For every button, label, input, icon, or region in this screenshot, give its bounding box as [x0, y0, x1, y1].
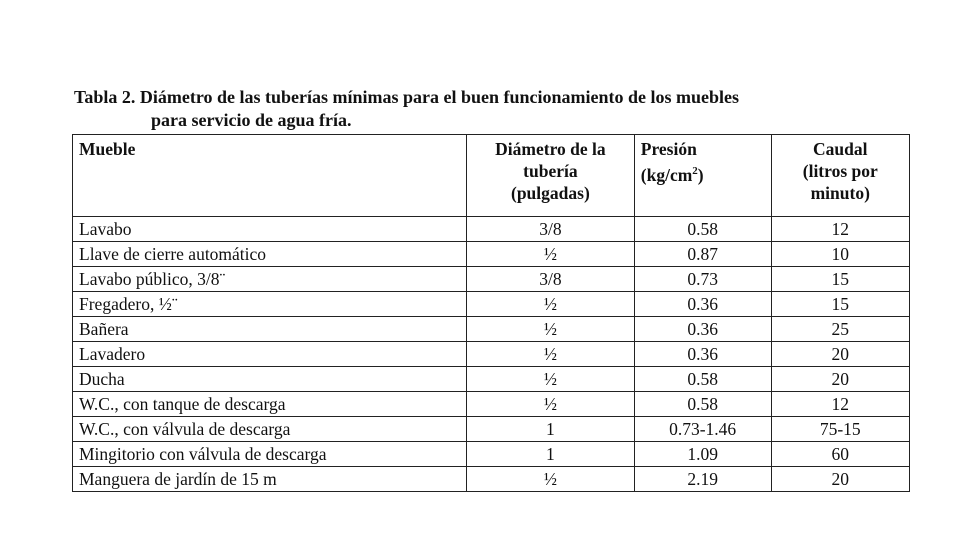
cell-caudal: 75-15: [771, 417, 909, 442]
cell-mueble: Fregadero, ½¨: [73, 292, 467, 317]
table-row: [73, 267, 910, 292]
cell-presion: 1.09: [634, 442, 771, 467]
cell-diametro: ½: [467, 242, 635, 267]
header-presion-close: ): [697, 164, 704, 185]
cell-diametro: ½: [467, 367, 635, 392]
cell-presion: 0.58: [634, 217, 771, 242]
cell-caudal: 10: [771, 242, 909, 267]
cell-caudal: 15: [771, 267, 909, 292]
header-presion-exponent: 2: [692, 165, 698, 177]
cell-caudal: 12: [771, 392, 909, 417]
header-caudal-line-3: minuto): [810, 183, 870, 203]
header-presion-line-1: Presión: [640, 139, 697, 159]
cell-presion: 0.58: [634, 367, 771, 392]
header-mueble: Mueble: [73, 135, 467, 217]
cell-caudal: 12: [771, 217, 909, 242]
table-row: [73, 317, 910, 342]
caption-line-2: para servicio de agua fría.: [151, 110, 352, 130]
table-body: [73, 217, 910, 492]
table-row: [73, 467, 910, 492]
cell-caudal: 60: [771, 442, 909, 467]
cell-diametro: ½: [467, 342, 635, 367]
cell-caudal: 15: [771, 292, 909, 317]
table-row: [73, 242, 910, 267]
table-row: [73, 342, 910, 367]
cell-mueble: Bañera: [73, 317, 467, 342]
header-diametro-line-2: tubería: [523, 161, 578, 181]
cell-diametro: 3/8: [467, 217, 635, 242]
header-presion-unit: (kg/cm: [640, 164, 693, 185]
table-row: [73, 392, 910, 417]
cell-presion: 0.36: [634, 342, 771, 367]
cell-presion: 0.36: [634, 317, 771, 342]
cell-diametro: ½: [467, 317, 635, 342]
cell-mueble: Lavabo público, 3/8¨: [73, 267, 467, 292]
cell-presion: 0.73: [634, 267, 771, 292]
cell-mueble: W.C., con válvula de descarga: [73, 417, 467, 442]
header-presion: [634, 135, 771, 217]
cell-diametro: 1: [467, 417, 635, 442]
table-row: [73, 442, 910, 467]
table-row: [73, 367, 910, 392]
table-row: [73, 417, 910, 442]
cell-presion: 2.19: [634, 467, 771, 492]
cell-mueble: Lavabo: [73, 217, 467, 242]
cell-diametro: ½: [467, 392, 635, 417]
cell-mueble: W.C., con tanque de descarga: [73, 392, 467, 417]
header-presion-line-2: [641, 160, 765, 186]
cell-diametro: 1: [467, 442, 635, 467]
header-diametro-line-1: Diámetro de la: [495, 139, 606, 159]
cell-mueble: Ducha: [73, 367, 467, 392]
table-row: [73, 217, 910, 242]
table-header-row: [73, 135, 910, 217]
cell-mueble: Manguera de jardín de 15 m: [73, 467, 467, 492]
cell-caudal: 20: [771, 342, 909, 367]
header-diametro-line-3: (pulgadas): [511, 183, 590, 203]
cell-caudal: 20: [771, 367, 909, 392]
caption-line-1: Tabla 2. Diámetro de las tuberías mínimas para el buen funcionamiento de los muebles: [74, 87, 740, 107]
header-caudal-line-2: (litros por: [802, 161, 878, 181]
cell-mueble: Mingitorio con válvula de descarga: [73, 442, 467, 467]
cell-diametro: 3/8: [467, 267, 635, 292]
cell-presion: 0.58: [634, 392, 771, 417]
cell-diametro: ½: [467, 467, 635, 492]
header-diametro: [467, 135, 635, 217]
cell-presion: 0.87: [634, 242, 771, 267]
cell-presion: 0.73-1.46: [634, 417, 771, 442]
pipe-diameter-table: [72, 134, 910, 492]
header-caudal-line-1: Caudal: [813, 139, 868, 159]
cell-mueble: Lavadero: [73, 342, 467, 367]
cell-presion: 0.36: [634, 292, 771, 317]
cell-caudal: 25: [771, 317, 909, 342]
cell-caudal: 20: [771, 467, 909, 492]
cell-mueble: Llave de cierre automático: [73, 242, 467, 267]
cell-diametro: ½: [467, 292, 635, 317]
table-caption: [74, 86, 894, 132]
header-caudal: [771, 135, 909, 217]
table-row: [73, 292, 910, 317]
